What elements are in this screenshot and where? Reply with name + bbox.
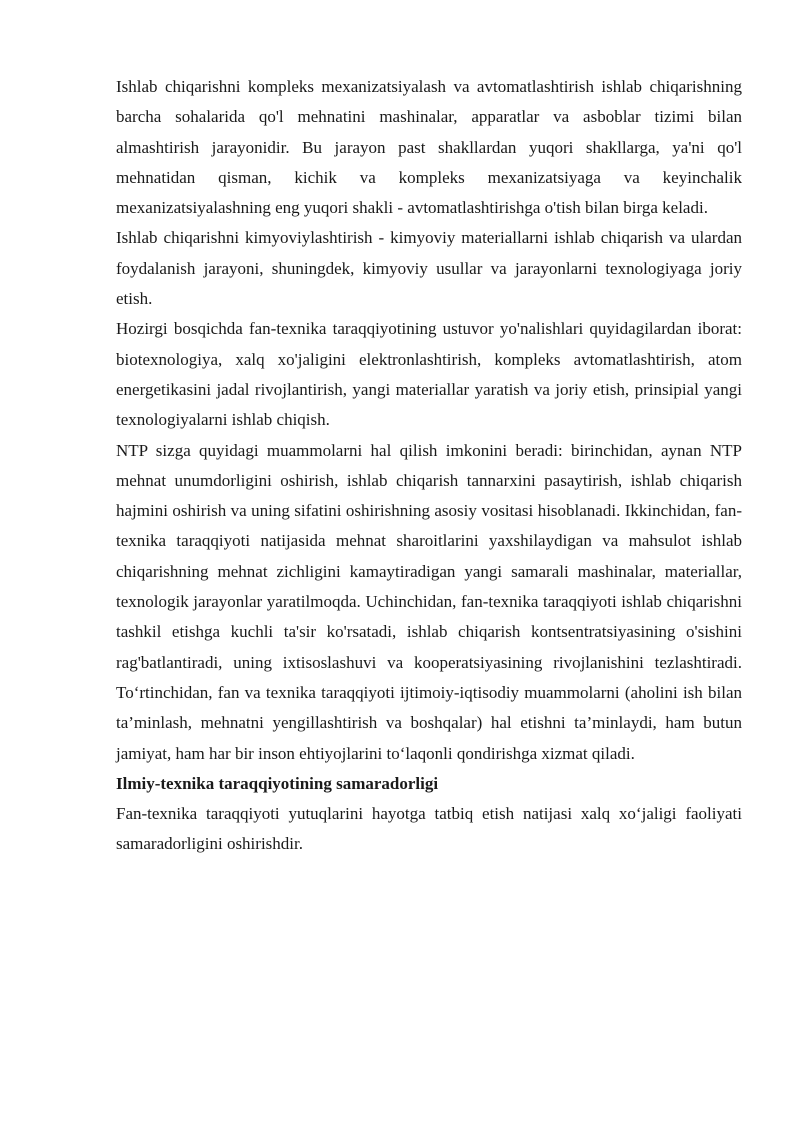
paragraph-mechanization: Ishlab chiqarishni kompleks mexanizatsiyalash va avtomatlashtirish ishlab chiqarishning barcha sohalarida qo'l mehnatini mashinalar, apparatlar va asboblar tizimi bilan almashtirish jarayonidir. Bu jarayon past shakllardan yuqori shakllarga, ya'ni qo'l mehnatidan qisman, kichik va kompleks mexanizatsiyaga va keyinchalik mexanizatsiyalashning eng yuqori shakli - avtomatlashtirishga o'tish bilan birga keladi. [116, 77, 742, 218]
paragraph-priorities: Hozirgi bosqichda fan-texnika taraqqiyotining ustuvor yo'nalishlari quyidagilardan iborat: biotexnologiya, xalq xo'jaligini elektronlashtirish, kompleks avtomatlashtirish, atom energetikasini jadal rivojlantirish, yangi materiallar yaratish va joriy etish, prinsipial yangi texnologiyalarni ishlab chiqish. [116, 319, 742, 430]
paragraph-ntp-benefits: NTP sizga quyidagi muammolarni hal qilish imkonini beradi: birinchidan, aynan NTP mehnat unumdorligini oshirish, ishlab chiqarish tannarxini pasaytirish, ishlab chiqarish hajmini oshirish va uning sifatini oshirishning asosiy vositasi hisoblanadi. Ikkinchidan, fan-texnika taraqqiyoti natijasida mehnat sharoitlarini yaxshilaydigan va mahsulot ishlab chiqarishning mehnat zichligini kamaytiradigan yangi samarali mashinalar, materiallar, texnologik jarayonlar yaratilmoqda. Uchinchidan, fan-texnika taraqqiyoti ishlab chiqarishni tashkil etishga kuchli ta'sir ko'rsatadi, ishlab chiqarish kontsentratsiyasining o'sishini rag'batlantiradi, uning ixtisoslashuvi va kooperatsiyasining rivojlanishini tezlashtiradi. To‘rtinchidan, fan va texnika taraqqiyoti ijtimoiy-iqtisodiy muammolarni (aholini ish bilan ta’minlash, mehnatni yengillashtirish va boshqalar) hal etishni ta’minlaydi, ham butun jamiyat, ham har bir inson ehtiyojlarini to‘laqonli qondirishga xizmat qiladi. [116, 440, 742, 763]
document-page [116, 72, 742, 860]
paragraph-efficiency: Fan-texnika taraqqiyoti yutuqlarini hayotga tatbiq etish natijasi xalq xo‘jaligi faoliyati samaradorligini oshirishdir. [116, 804, 742, 854]
section-heading: Ilmiy-texnika taraqqiyotining samaradorligi [116, 773, 439, 793]
paragraph-chemicalization: Ishlab chiqarishni kimyoviylashtirish - kimyoviy materiallarni ishlab chiqarish va ulardan foydalanish jarayoni, shuningdek, kimyoviy usullar va jarayonlarni texnologiyaga joriy etish. [116, 228, 742, 309]
